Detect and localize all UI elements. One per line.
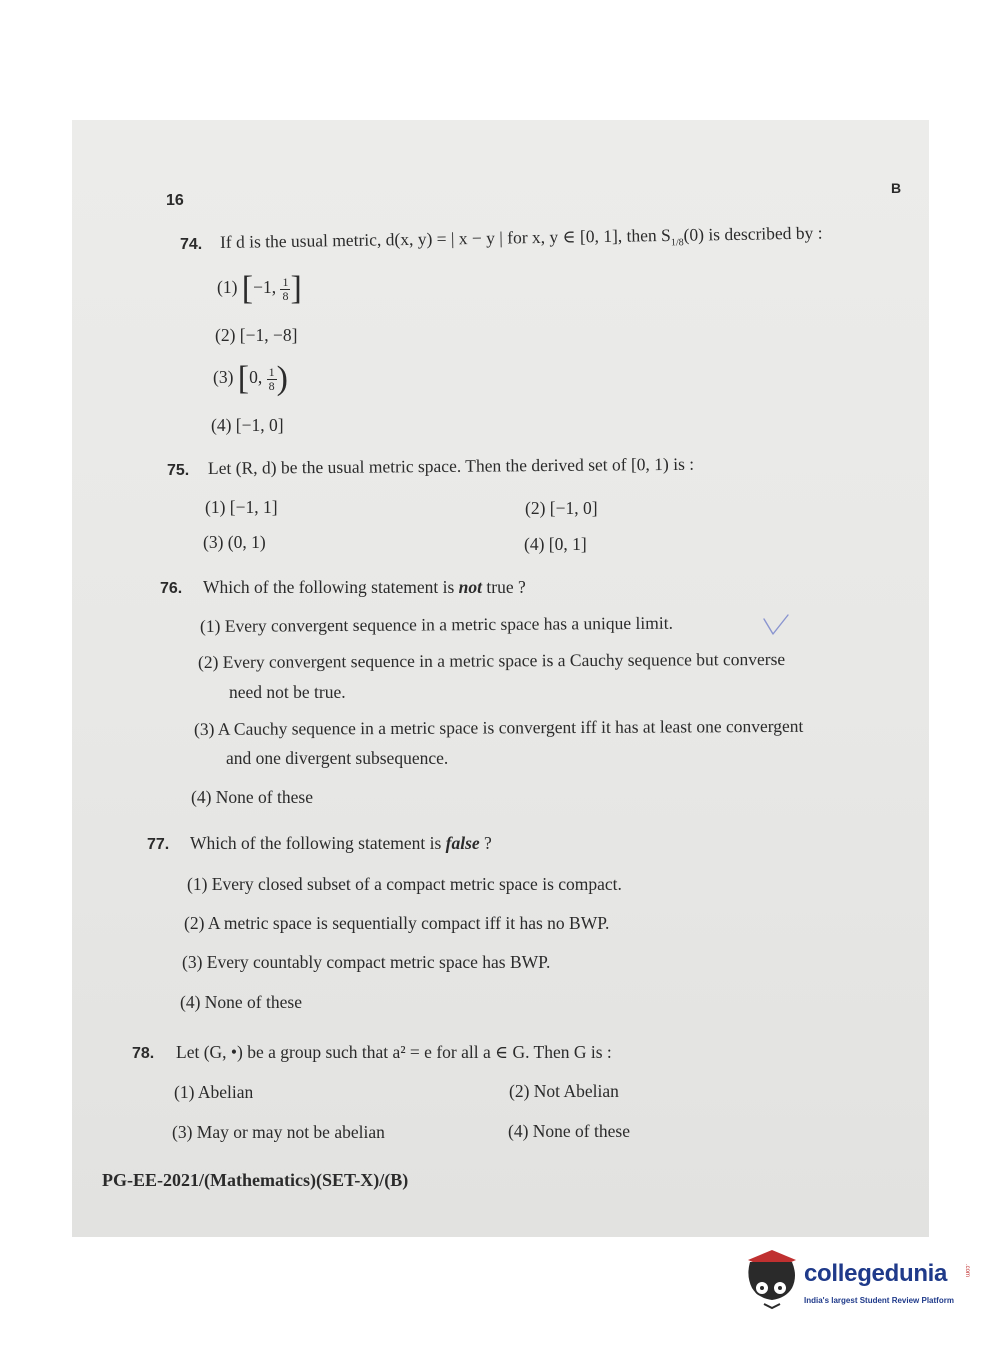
question-number: 76. [160,580,183,597]
mascot-icon [742,1248,800,1312]
option-1: (1) Every closed subset of a compact metric space is compact. [187,874,622,894]
option-label: (3) [213,367,234,388]
emphasis: not [458,577,482,597]
fraction [280,276,290,303]
question-stem-end: ? [479,833,492,853]
left-bracket: [ [241,270,254,307]
question-number: 77. [147,836,170,853]
interval-left: −1, [253,277,277,298]
option-3: (3) Every countably compact metric space has BWP. [182,952,551,972]
brand-name: collegedunia [804,1260,948,1287]
denominator: 8 [282,288,289,303]
brand-domain: .com [964,1264,970,1278]
numerator: 1 [282,274,289,289]
question-stem-end: (0) is described by : [683,222,823,245]
question-stem: Which of the following statement is [190,833,446,853]
footer-code: PG-EE-2021/(Mathematics)(SET-X)/(B) [102,1170,409,1190]
brand-tagline: India's largest Student Review Platform [804,1296,954,1305]
question-number: 78. [132,1045,155,1062]
page-number: 16 [166,192,184,209]
option-1: (1) Every convergent sequence in a metric space has a unique limit. [199,612,674,636]
right-bracket: ) [276,360,288,397]
option-3: (3) May or may not be abelian [172,1122,385,1142]
option-1: (1) Abelian [174,1082,254,1102]
option-2: (2) A metric space is sequentially compact iff it has no BWP. [184,913,610,933]
question-text [190,833,492,854]
option-1: (1) [−1, 1] [205,497,278,517]
option-label: (1) [217,277,238,298]
brand-logo [742,1248,972,1318]
question-text [220,223,823,256]
option-3: (3) A Cauchy sequence in a metric space is convergent iff it has at least one convergent [193,715,804,739]
question-number: 75. [167,462,190,479]
interval-left: 0, [249,367,263,388]
option-4: (4) [0, 1] [524,534,587,554]
option-3 [213,360,288,398]
option-3: (3) (0, 1) [203,532,266,552]
option-1 [217,270,302,308]
option-4: (4) [−1, 0] [211,415,284,435]
left-bracket: [ [237,360,250,397]
set-letter: B [891,180,902,196]
emphasis: false [445,833,480,853]
denominator: 8 [268,378,275,393]
question-text: Let (G, •) be a group such that a² = e for all a ∈ G. Then G is : [176,1042,612,1062]
option-2: (2) [−1, −8] [215,325,298,345]
option-3-continued: and one divergent subsequence. [226,748,449,768]
question-stem: If d is the usual metric, d(x, y) = | x − y | for x, y ∈ [0, 1], then S [219,224,671,252]
fraction [267,366,277,393]
option-4: (4) None of these [180,992,302,1012]
question-number: 74. [180,236,203,253]
right-bracket: ] [290,270,302,307]
question-stem-end: true ? [482,577,526,597]
option-2-continued: need not be true. [229,682,346,702]
option-2: (2) Every convergent sequence in a metric space is a Cauchy sequence but converse [197,648,786,672]
option-4: (4) None of these [191,787,313,807]
numerator: 1 [268,364,275,379]
exam-page-photo [72,120,929,1237]
question-text [203,577,526,598]
option-4: (4) None of these [508,1121,630,1141]
option-2: (2) Not Abelian [509,1081,619,1101]
option-2: (2) [−1, 0] [525,498,598,518]
question-text: Let (R, d) be the usual metric space. Then the derived set of [0, 1) is : [207,453,695,478]
subscript: 1/8 [670,237,684,249]
check-mark-icon [762,613,790,639]
question-stem: Which of the following statement is [203,577,459,597]
